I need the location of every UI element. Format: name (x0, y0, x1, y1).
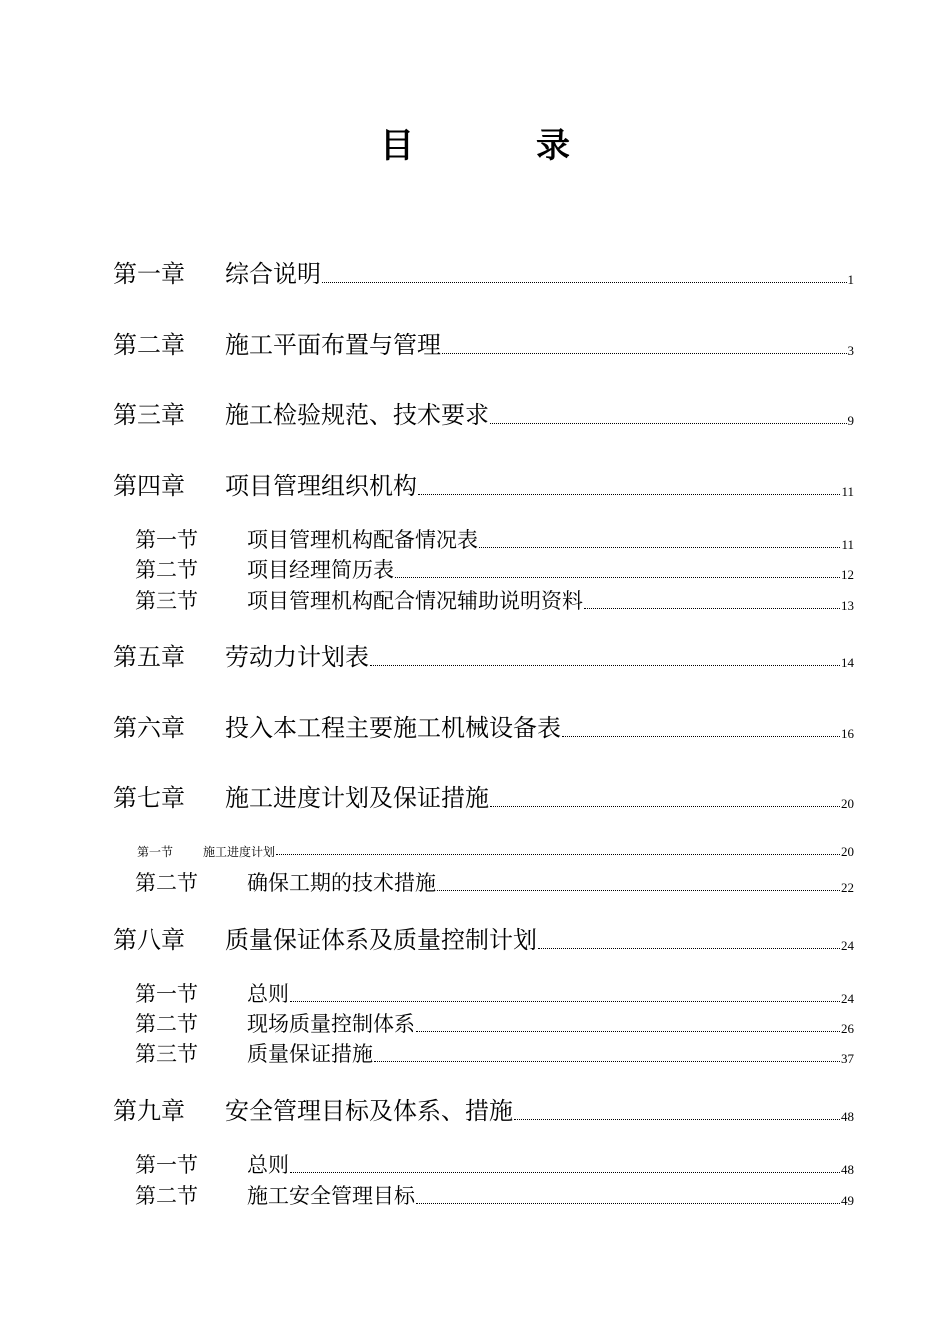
dot-leader (584, 607, 840, 609)
entry-number: 第九章 (113, 1097, 185, 1125)
toc-entry-section[interactable] (135, 553, 854, 581)
toc-entry-section[interactable] (135, 1037, 854, 1065)
entry-title: 项目管理组织机构 (225, 472, 417, 500)
page-number: 37 (841, 1051, 854, 1066)
page-number: 49 (841, 1193, 854, 1208)
toc-entry-chapter[interactable] (113, 922, 854, 952)
toc-entry-section[interactable] (137, 840, 854, 858)
dot-leader (418, 493, 840, 495)
entry-title: 项目经理简历表 (247, 558, 394, 582)
dot-leader (276, 853, 840, 855)
entry-title: 综合说明 (225, 260, 321, 288)
page-number: 11 (841, 537, 854, 552)
entry-number: 第二节 (135, 558, 198, 582)
entry-title: 项目管理机构配备情况表 (247, 528, 478, 552)
page-number: 24 (841, 991, 854, 1006)
toc-entry-section[interactable] (135, 1179, 854, 1207)
toc-entry-section[interactable] (135, 1007, 854, 1035)
entry-title: 安全管理目标及体系、措施 (225, 1097, 513, 1125)
toc-entry-chapter[interactable] (113, 780, 854, 810)
entry-title: 劳动力计划表 (225, 643, 369, 671)
page-number: 3 (847, 343, 854, 358)
toc-entry-chapter[interactable] (113, 710, 854, 740)
page-number: 22 (841, 880, 854, 895)
toc-entry-chapter[interactable] (113, 1093, 854, 1123)
entry-number: 第一节 (137, 845, 174, 859)
page-number: 11 (841, 484, 854, 499)
page-number: 20 (841, 844, 854, 859)
entry-number: 第八章 (113, 926, 185, 954)
entry-number: 第一节 (135, 1153, 198, 1177)
dot-leader (538, 947, 840, 949)
dot-leader (290, 1000, 840, 1002)
toc-entry-chapter[interactable] (113, 256, 854, 286)
entry-number: 第一节 (135, 528, 198, 552)
page-number: 12 (841, 567, 854, 582)
entry-number: 第四章 (113, 472, 185, 500)
toc-entry-section[interactable] (135, 1148, 854, 1176)
entry-number: 第二节 (135, 871, 198, 895)
entry-title: 总则 (247, 1153, 289, 1177)
entry-number: 第三章 (113, 401, 185, 429)
toc-entry-section[interactable] (135, 977, 854, 1005)
entry-number: 第一节 (135, 982, 198, 1006)
entry-title: 施工进度计划及保证措施 (225, 784, 489, 812)
entry-title: 施工进度计划 (203, 845, 276, 859)
entry-title: 项目管理机构配合情况辅助说明资料 (247, 589, 583, 613)
toc-entry-chapter[interactable] (113, 397, 854, 427)
entry-number: 第二章 (113, 331, 185, 359)
dot-leader (416, 1202, 840, 1204)
dot-leader (514, 1118, 840, 1120)
toc-entry-section[interactable] (135, 523, 854, 551)
entry-title: 质量保证体系及质量控制计划 (225, 926, 537, 954)
entry-title: 总则 (247, 982, 289, 1006)
dot-leader (370, 664, 840, 666)
entry-number: 第三节 (135, 1042, 198, 1066)
entry-title: 质量保证措施 (247, 1042, 373, 1066)
entry-title: 投入本工程主要施工机械设备表 (225, 714, 561, 742)
dot-leader (437, 889, 840, 891)
dot-leader (374, 1060, 840, 1062)
entry-number: 第六章 (113, 714, 185, 742)
toc-title: 目 录 (380, 126, 614, 166)
page-number: 48 (841, 1162, 854, 1177)
toc-entry-chapter[interactable] (113, 327, 854, 357)
entry-number: 第一章 (113, 260, 185, 288)
entry-number: 第二节 (135, 1184, 198, 1208)
page-number: 24 (841, 938, 854, 953)
page-number: 26 (841, 1021, 854, 1036)
toc-entry-section[interactable] (135, 866, 854, 894)
entry-title: 施工检验规范、技术要求 (225, 401, 489, 429)
dot-leader (442, 352, 847, 354)
entry-number: 第七章 (113, 784, 185, 812)
page-number: 16 (841, 726, 854, 741)
dot-leader (416, 1030, 840, 1032)
page-number: 9 (847, 413, 854, 428)
dot-leader (479, 546, 840, 548)
page-number: 48 (841, 1109, 854, 1124)
page-number: 20 (841, 796, 854, 811)
entry-title: 确保工期的技术措施 (247, 871, 436, 895)
dot-leader (395, 576, 840, 578)
entry-number: 第二节 (135, 1012, 198, 1036)
dot-leader (490, 422, 847, 424)
dot-leader (562, 735, 840, 737)
dot-leader (290, 1171, 840, 1173)
page-number: 14 (841, 655, 854, 670)
entry-title: 施工平面布置与管理 (225, 331, 441, 359)
entry-title: 施工安全管理目标 (247, 1184, 415, 1208)
entry-number: 第五章 (113, 643, 185, 671)
toc-entry-chapter[interactable] (113, 468, 854, 498)
entry-title: 现场质量控制体系 (247, 1012, 415, 1036)
dot-leader (490, 805, 840, 807)
page-number: 1 (847, 272, 854, 287)
entry-number: 第三节 (135, 589, 198, 613)
dot-leader (322, 281, 847, 283)
toc-entry-section[interactable] (135, 584, 854, 612)
toc-entry-chapter[interactable] (113, 639, 854, 669)
page-number: 13 (841, 598, 854, 613)
